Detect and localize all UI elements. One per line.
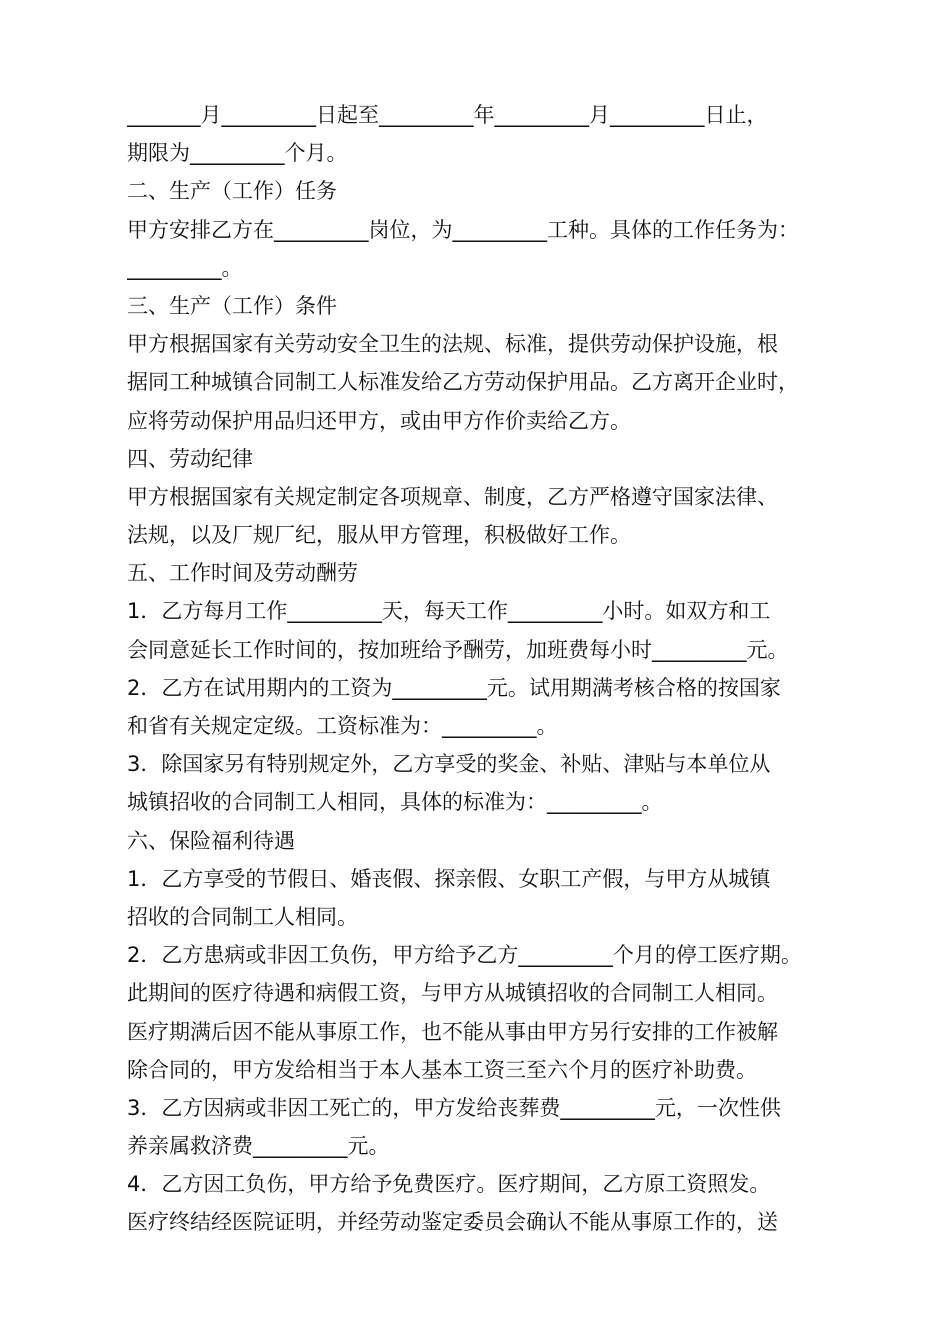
text-line: 医疗终结经医院证明，并经劳动鉴定委员会确认不能从事原工作的，送 (127, 1210, 778, 1235)
text-line: 1．乙方享受的节假日、婚丧假、探亲假、女职工产假，与甲方从城镇 (127, 866, 771, 891)
text-line: 应将劳动保护用品归还甲方，或由甲方作价卖给乙方。 (127, 408, 631, 433)
text-line: 据同工种城镇合同制工人标准发给乙方劳动保护用品。乙方离开企业时， (127, 370, 799, 395)
section-heading-conditions: 三、生产（工作）条件 (127, 293, 337, 318)
text-line: _________。 (127, 255, 243, 280)
text-line: 医疗期满后因不能从事原工作，也不能从事由甲方另行安排的工作被解 (127, 1019, 778, 1044)
text-line: 除合同的，甲方发给相当于本人基本工资三至六个月的医疗补助费。 (127, 1057, 757, 1082)
text-line: 甲方根据国家有关规定制定各项规章、制度，乙方严格遵守国家法律、 (127, 484, 778, 509)
section-heading-discipline: 四、劳动纪律 (127, 446, 253, 471)
text-line: 3．乙方因病或非因工死亡的，甲方发给丧葬费_________元，一次性供 (127, 1095, 781, 1120)
text-line: 和省有关规定定级。工资标准为：_________。 (127, 714, 558, 738)
text-line: 城镇招收的合同制工人相同，具体的标准为：_________。 (127, 790, 663, 815)
text-line: 会同意延长工作时间的，按加班给予酬劳，加班费每小时_________元。 (127, 637, 789, 662)
section-heading-insurance-welfare: 六、保险福利待遇 (127, 828, 295, 853)
text-line: 甲方根据国家有关劳动安全卫生的法规、标准，提供劳动保护设施，根 (127, 332, 778, 357)
document-body (127, 96, 837, 1242)
text-line-term-months: 期限为_________个月。 (127, 141, 348, 166)
section-heading-hours-pay: 五、工作时间及劳动酬劳 (127, 561, 358, 586)
text-line: 4．乙方因工负伤，甲方给予免费医疗。医疗期间，乙方原工资照发。 (127, 1172, 771, 1197)
text-line: 甲方安排乙方在_________岗位，为_________工种。具体的工作任务为： (127, 217, 799, 242)
text-line: 1．乙方每月工作_________天，每天工作_________小时。如双方和工 (127, 599, 771, 624)
text-line: 养亲属救济费_________元。 (127, 1134, 390, 1159)
text-line: 法规，以及厂规厂纪，服从甲方管理，积极做好工作。 (127, 523, 631, 548)
text-line-date-range: _______月_________日起至_________年_________月_________日止， (127, 103, 768, 127)
text-line: 此期间的医疗待遇和病假工资，与甲方从城镇招收的合同制工人相同。 (127, 981, 778, 1006)
text-line: 招收的合同制工人相同。 (127, 904, 358, 929)
text-line: 2．乙方患病或非因工负伤，甲方给予乙方_________个月的停工医疗期。 (127, 943, 802, 968)
section-heading-tasks: 二、生产（工作）任务 (127, 179, 337, 204)
text-line: 3．除国家另有特别规定外，乙方享受的奖金、补贴、津贴与本单位从 (127, 752, 771, 777)
text-line: 2．乙方在试用期内的工资为_________元。试用期满考核合格的按国家 (127, 675, 781, 700)
